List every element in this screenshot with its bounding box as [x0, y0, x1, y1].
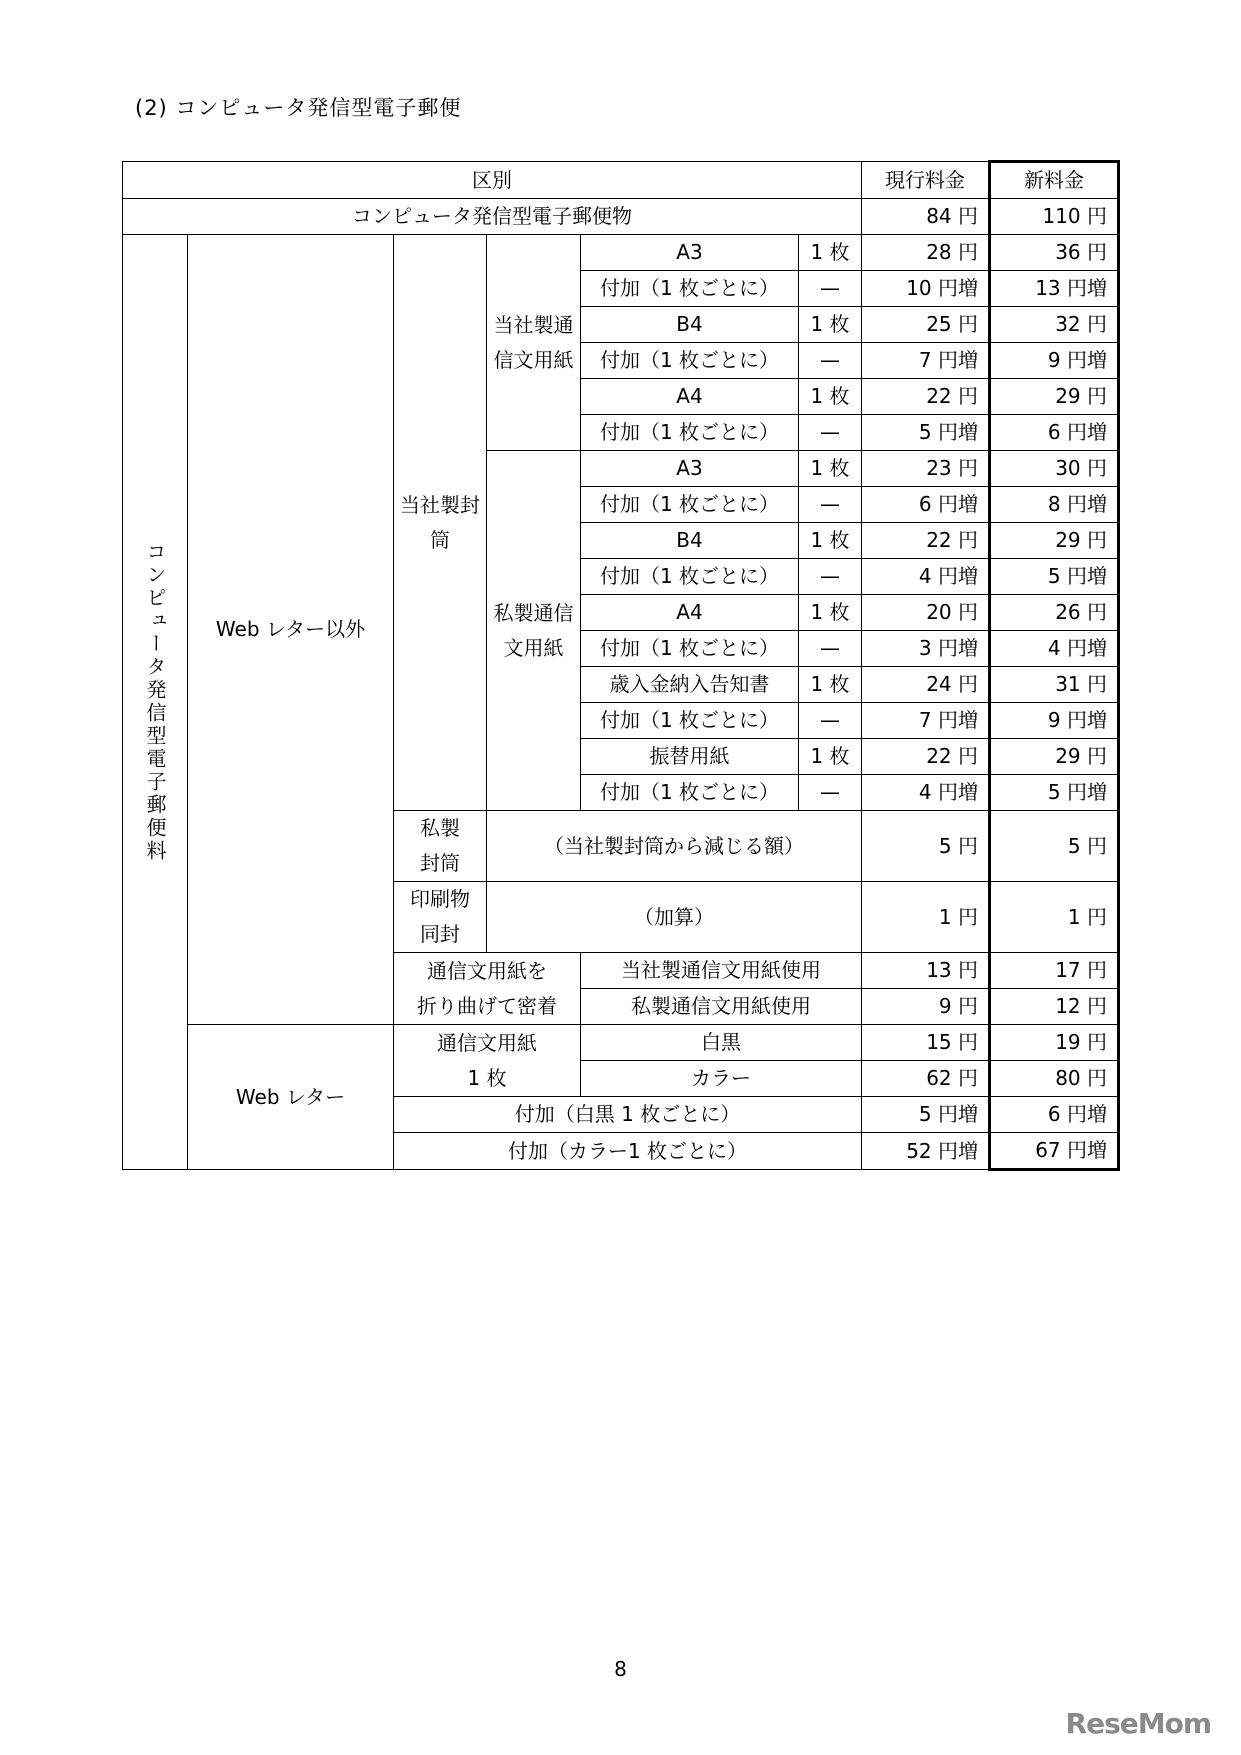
- item: 付加（白黒 1 枚ごとに）: [394, 1097, 862, 1133]
- current-fee: 1 円: [862, 882, 990, 953]
- unit: —: [799, 559, 862, 595]
- new-fee: 67 円増: [990, 1133, 1119, 1170]
- current-fee: 23 円: [862, 451, 990, 487]
- non-web-label: Web レター以外: [188, 235, 394, 1025]
- new-fee: 29 円: [990, 739, 1119, 775]
- unit: —: [799, 631, 862, 667]
- current-fee: 13 円: [862, 953, 990, 989]
- item: 私製通信文用紙使用: [581, 989, 862, 1025]
- company-paper-label: 当社製通信文用紙: [487, 235, 581, 451]
- current-fee: 5 円: [862, 811, 990, 882]
- current-fee: 7 円増: [862, 343, 990, 379]
- item: 振替用紙: [581, 739, 799, 775]
- item: 付加（1 枚ごとに）: [581, 415, 799, 451]
- unit: 1 枚: [799, 451, 862, 487]
- label-line: 折り曲げて密着: [417, 993, 557, 1018]
- new-fee: 6 円増: [990, 415, 1119, 451]
- unit: —: [799, 487, 862, 523]
- current-fee: 7 円増: [862, 703, 990, 739]
- rate-table: [122, 160, 1120, 1171]
- unit: 1 枚: [799, 379, 862, 415]
- private-envelope-desc: （当社製封筒から減じる額）: [487, 811, 862, 882]
- current-fee: 22 円: [862, 523, 990, 559]
- label-line: 通信文用紙: [437, 1030, 537, 1055]
- item: A3: [581, 235, 799, 271]
- base-label: コンピュータ発信型電子郵便物: [123, 199, 862, 235]
- current-fee: 3 円増: [862, 631, 990, 667]
- current-fee: 22 円: [862, 739, 990, 775]
- item: カラー: [581, 1061, 862, 1097]
- page-number: 8: [614, 1657, 627, 1681]
- current-fee: 6 円増: [862, 487, 990, 523]
- new-fee: 29 円: [990, 379, 1119, 415]
- printed-enclosure-label: [394, 882, 487, 953]
- unit: 1 枚: [799, 523, 862, 559]
- new-fee: 9 円増: [990, 343, 1119, 379]
- item: 歳入金納入告知書: [581, 667, 799, 703]
- item: 白黒: [581, 1025, 862, 1061]
- current-fee: 62 円: [862, 1061, 990, 1097]
- unit: —: [799, 343, 862, 379]
- current-fee: 5 円増: [862, 415, 990, 451]
- new-fee: 30 円: [990, 451, 1119, 487]
- fee-label: コンピュータ発信型電子郵便料: [123, 235, 188, 1170]
- new-fee: 9 円増: [990, 703, 1119, 739]
- item: 当社製通信文用紙使用: [581, 953, 862, 989]
- new-fee: 80 円: [990, 1061, 1119, 1097]
- base-current: 84 円: [862, 199, 990, 235]
- watermark-logo: ReseMom: [1065, 1707, 1211, 1740]
- new-fee: 13 円増: [990, 271, 1119, 307]
- current-fee: 25 円: [862, 307, 990, 343]
- new-fee: 36 円: [990, 235, 1119, 271]
- item: 付加（カラー1 枚ごとに）: [394, 1133, 862, 1170]
- current-fee: 22 円: [862, 379, 990, 415]
- current-fee: 28 円: [862, 235, 990, 271]
- new-fee: 6 円増: [990, 1097, 1119, 1133]
- item: A4: [581, 379, 799, 415]
- printed-enclosure-desc: （加算）: [487, 882, 862, 953]
- header-new: 新料金: [990, 162, 1119, 199]
- new-fee: 4 円増: [990, 631, 1119, 667]
- new-fee: 5 円: [990, 811, 1119, 882]
- unit: —: [799, 415, 862, 451]
- current-fee: 20 円: [862, 595, 990, 631]
- label-line: 通信文用紙を: [427, 958, 547, 983]
- label-line: 封筒: [420, 851, 460, 875]
- item: 付加（1 枚ごとに）: [581, 487, 799, 523]
- current-fee: 4 円増: [862, 559, 990, 595]
- new-fee: 19 円: [990, 1025, 1119, 1061]
- item: 付加（1 枚ごとに）: [581, 271, 799, 307]
- item: A4: [581, 595, 799, 631]
- unit: 1 枚: [799, 667, 862, 703]
- unit: 1 枚: [799, 739, 862, 775]
- item: 付加（1 枚ごとに）: [581, 703, 799, 739]
- base-new: 110 円: [990, 199, 1119, 235]
- header-category: 区別: [123, 162, 862, 199]
- unit: —: [799, 775, 862, 811]
- item: B4: [581, 307, 799, 343]
- new-fee: 8 円増: [990, 487, 1119, 523]
- item: 付加（1 枚ごとに）: [581, 775, 799, 811]
- new-fee: 17 円: [990, 953, 1119, 989]
- new-fee: 26 円: [990, 595, 1119, 631]
- label-line: 1 枚: [467, 1065, 507, 1090]
- current-fee: 9 円: [862, 989, 990, 1025]
- item: 付加（1 枚ごとに）: [581, 631, 799, 667]
- current-fee: 10 円増: [862, 271, 990, 307]
- label-line: 同封: [420, 922, 460, 946]
- current-fee: 52 円増: [862, 1133, 990, 1170]
- unit: 1 枚: [799, 235, 862, 271]
- current-fee: 4 円増: [862, 775, 990, 811]
- fold-seal-label: [394, 953, 581, 1025]
- private-paper-label: 私製通信文用紙: [487, 451, 581, 811]
- label-line: 印刷物: [410, 887, 470, 911]
- new-fee: 5 円増: [990, 775, 1119, 811]
- new-fee: 5 円増: [990, 559, 1119, 595]
- header-current: 現行料金: [862, 162, 990, 199]
- section-heading: (2) コンピュータ発信型電子郵便: [135, 96, 462, 120]
- new-fee: 31 円: [990, 667, 1119, 703]
- table-row: [123, 1025, 1119, 1061]
- unit: 1 枚: [799, 595, 862, 631]
- web-letter-label: Web レター: [188, 1025, 394, 1170]
- new-fee: 32 円: [990, 307, 1119, 343]
- unit: —: [799, 703, 862, 739]
- web-paper-label: [394, 1025, 581, 1097]
- current-fee: 15 円: [862, 1025, 990, 1061]
- item: B4: [581, 523, 799, 559]
- item: 付加（1 枚ごとに）: [581, 343, 799, 379]
- new-fee: 12 円: [990, 989, 1119, 1025]
- label-line: 私製: [420, 816, 460, 840]
- current-fee: 24 円: [862, 667, 990, 703]
- item: 付加（1 枚ごとに）: [581, 559, 799, 595]
- private-envelope-label: [394, 811, 487, 882]
- new-fee: 29 円: [990, 523, 1119, 559]
- current-fee: 5 円増: [862, 1097, 990, 1133]
- company-envelope-label: 当社製封筒: [394, 235, 487, 811]
- item: A3: [581, 451, 799, 487]
- unit: —: [799, 271, 862, 307]
- unit: 1 枚: [799, 307, 862, 343]
- new-fee: 1 円: [990, 882, 1119, 953]
